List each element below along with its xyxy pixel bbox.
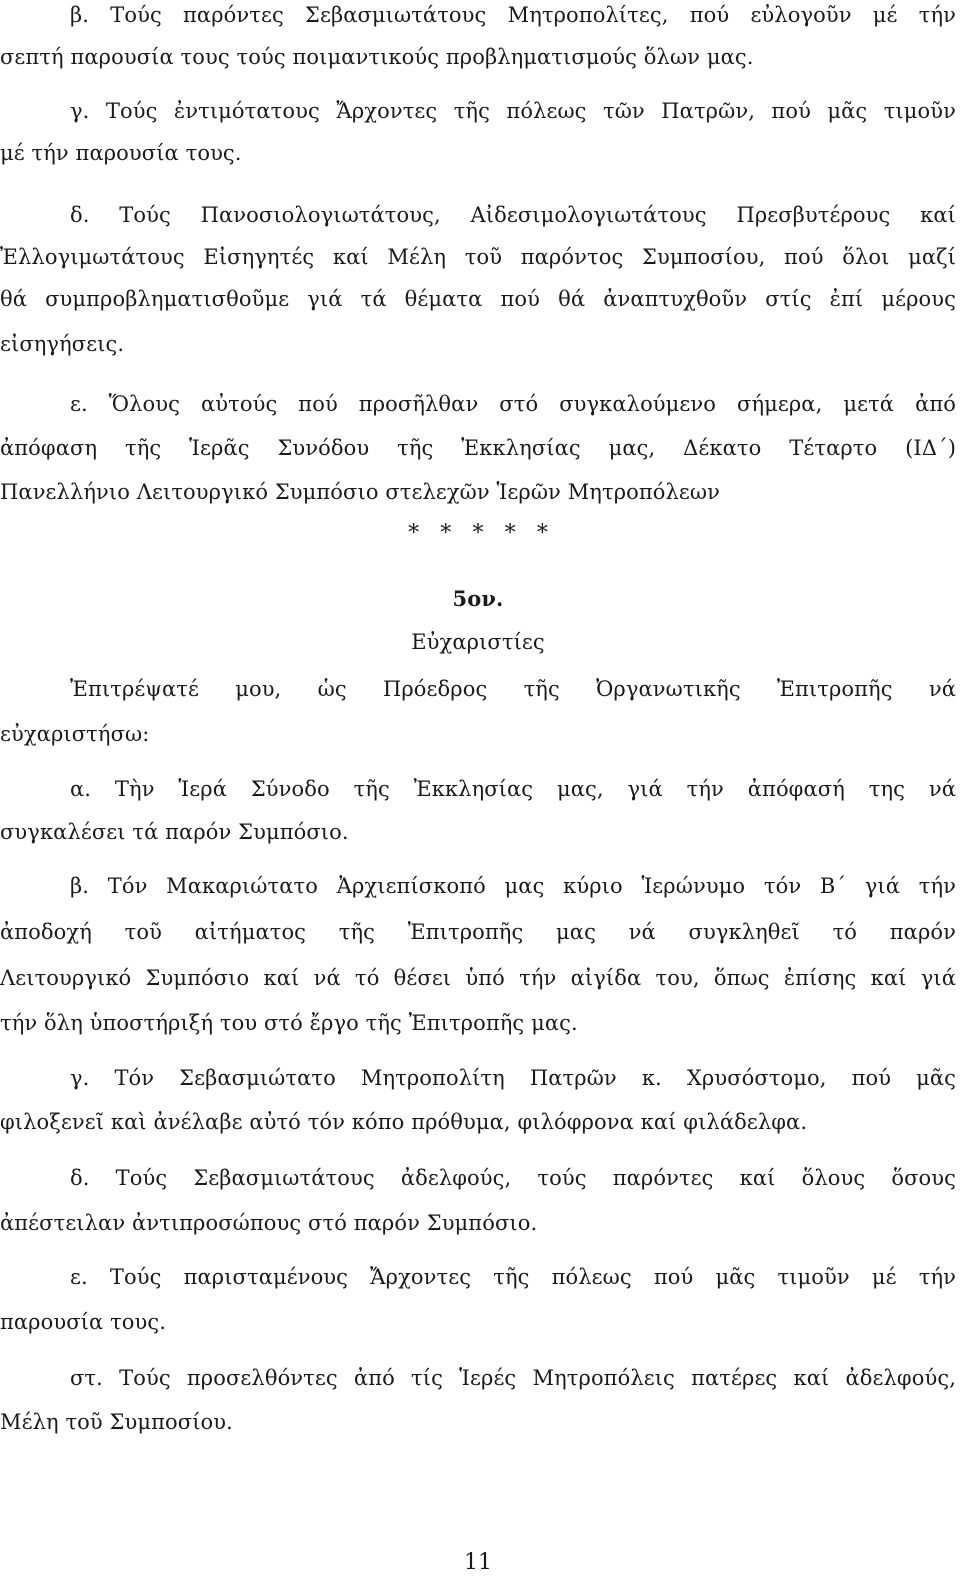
paragraph-line: φιλοξενεῖ καὶ ἀνέλαβε αὐτό τόν κόπο πρόθυμα, φιλόφρονα καί φιλάδελφα.	[0, 1110, 808, 1134]
section-title: Εὐχαριστίες	[411, 630, 545, 654]
paragraph-line: γ. Τόν Σεβασμιώτατο Μητροπολίτη Πατρῶν κ. Χρυσόστομο, πού μᾶς	[70, 1066, 956, 1090]
page-number: 11	[464, 1550, 492, 1575]
paragraph-line: β. Τόν Μακαριώτατο Ἀρχιεπίσκοπό μας κύριο Ἱερώνυμο τόν Β΄ γιά τήν	[70, 874, 956, 898]
paragraph-line: γ. Τούς ἐντιμότατους Ἄρχοντες τῆς πόλεως τῶν Πατρῶν, πού μᾶς τιμοῦν	[70, 99, 956, 123]
section-separator: * * * * *	[408, 521, 548, 546]
paragraph-line: Μέλη τοῦ Συμποσίου.	[0, 1410, 233, 1434]
paragraph-line: α. Τὴν Ἱερά Σύνοδο τῆς Ἐκκλησίας μας, γιά τήν ἀπόφασή της νά	[70, 777, 956, 801]
paragraph-line: Λειτουργικό Συμπόσιο καί νά τό θέσει ὑπό τήν αἰγίδα του, ὅπως ἐπίσης καί γιά	[0, 966, 956, 990]
paragraph-line: συγκαλέσει τά παρόν Συμπόσιο.	[0, 820, 349, 844]
paragraph-line: στ. Τούς προσελθόντες ἀπό τίς Ἱερές Μητροπόλεις πατέρες καί ἀδελφούς,	[70, 1366, 956, 1390]
paragraph-line: δ. Τούς Σεβασμιωτάτους ἀδελφούς, τούς παρόντες καί ὅλους ὅσους	[70, 1166, 956, 1190]
paragraph-line: παρουσία τους.	[0, 1310, 167, 1334]
section-number: 5ον.	[452, 586, 504, 611]
paragraph-line: σεπτή παρουσία τους τούς ποιμαντικούς προβληματισμούς ὅλων μας.	[0, 45, 754, 69]
paragraph-line: Ἐλλογιμωτάτους Εἰσηγητές καί Μέλη τοῦ παρόντος Συμποσίου, πού ὅλοι μαζί	[0, 245, 956, 269]
paragraph-line: εὐχαριστήσω:	[0, 722, 150, 746]
paragraph-line: ε. Ὅλους αὐτούς πού προσῆλθαν στό συγκαλούμενο σήμερα, μετά ἀπό	[70, 392, 956, 416]
paragraph-line: β. Τούς παρόντες Σεβασμιωτάτους Μητροπολίτες, πού εὐλογοῦν μέ τήν	[70, 3, 956, 27]
paragraph-line: μέ τήν παρουσία τους.	[0, 141, 242, 165]
paragraph-line: ἀποδοχή τοῦ αἰτήματος τῆς Ἐπιτροπῆς μας νά συγκληθεῖ τό παρόν	[0, 920, 956, 944]
paragraph-line: τήν ὅλη ὑποστήριξή του στό ἔργο τῆς Ἐπιτροπῆς μας.	[0, 1011, 578, 1035]
paragraph-line: δ. Τούς Πανοσιολογιωτάτους, Αἰδεσιμολογιωτάτους Πρεσβυτέρους καί	[70, 203, 956, 227]
paragraph-line: ἀπόφαση τῆς Ἱερᾶς Συνόδου τῆς Ἐκκλησίας μας, Δέκατο Τέταρτο (ΙΔ΄)	[0, 436, 956, 460]
paragraph-line: εἰσηγήσεις.	[0, 332, 125, 356]
paragraph-line: ε. Τούς παρισταμένους Ἄρχοντες τῆς πόλεως πού μᾶς τιμοῦν μέ τήν	[70, 1265, 956, 1289]
paragraph-line: Πανελλήνιο Λειτουργικό Συμπόσιο στελεχῶν Ἱερῶν Μητροπόλεων	[0, 480, 721, 504]
paragraph-line: ἀπέστειλαν ἀντιπροσώπους στό παρόν Συμπόσιο.	[0, 1211, 538, 1235]
paragraph-line: Ἐπιτρέψατέ μου, ὡς Πρόεδρος τῆς Ὀργανωτικῆς Ἐπιτροπῆς νά	[70, 677, 956, 701]
paragraph-line: θά συμπροβληματισθοῦμε γιά τά θέματα πού θά ἀναπτυχθοῦν στίς ἐπί μέρους	[0, 287, 956, 311]
